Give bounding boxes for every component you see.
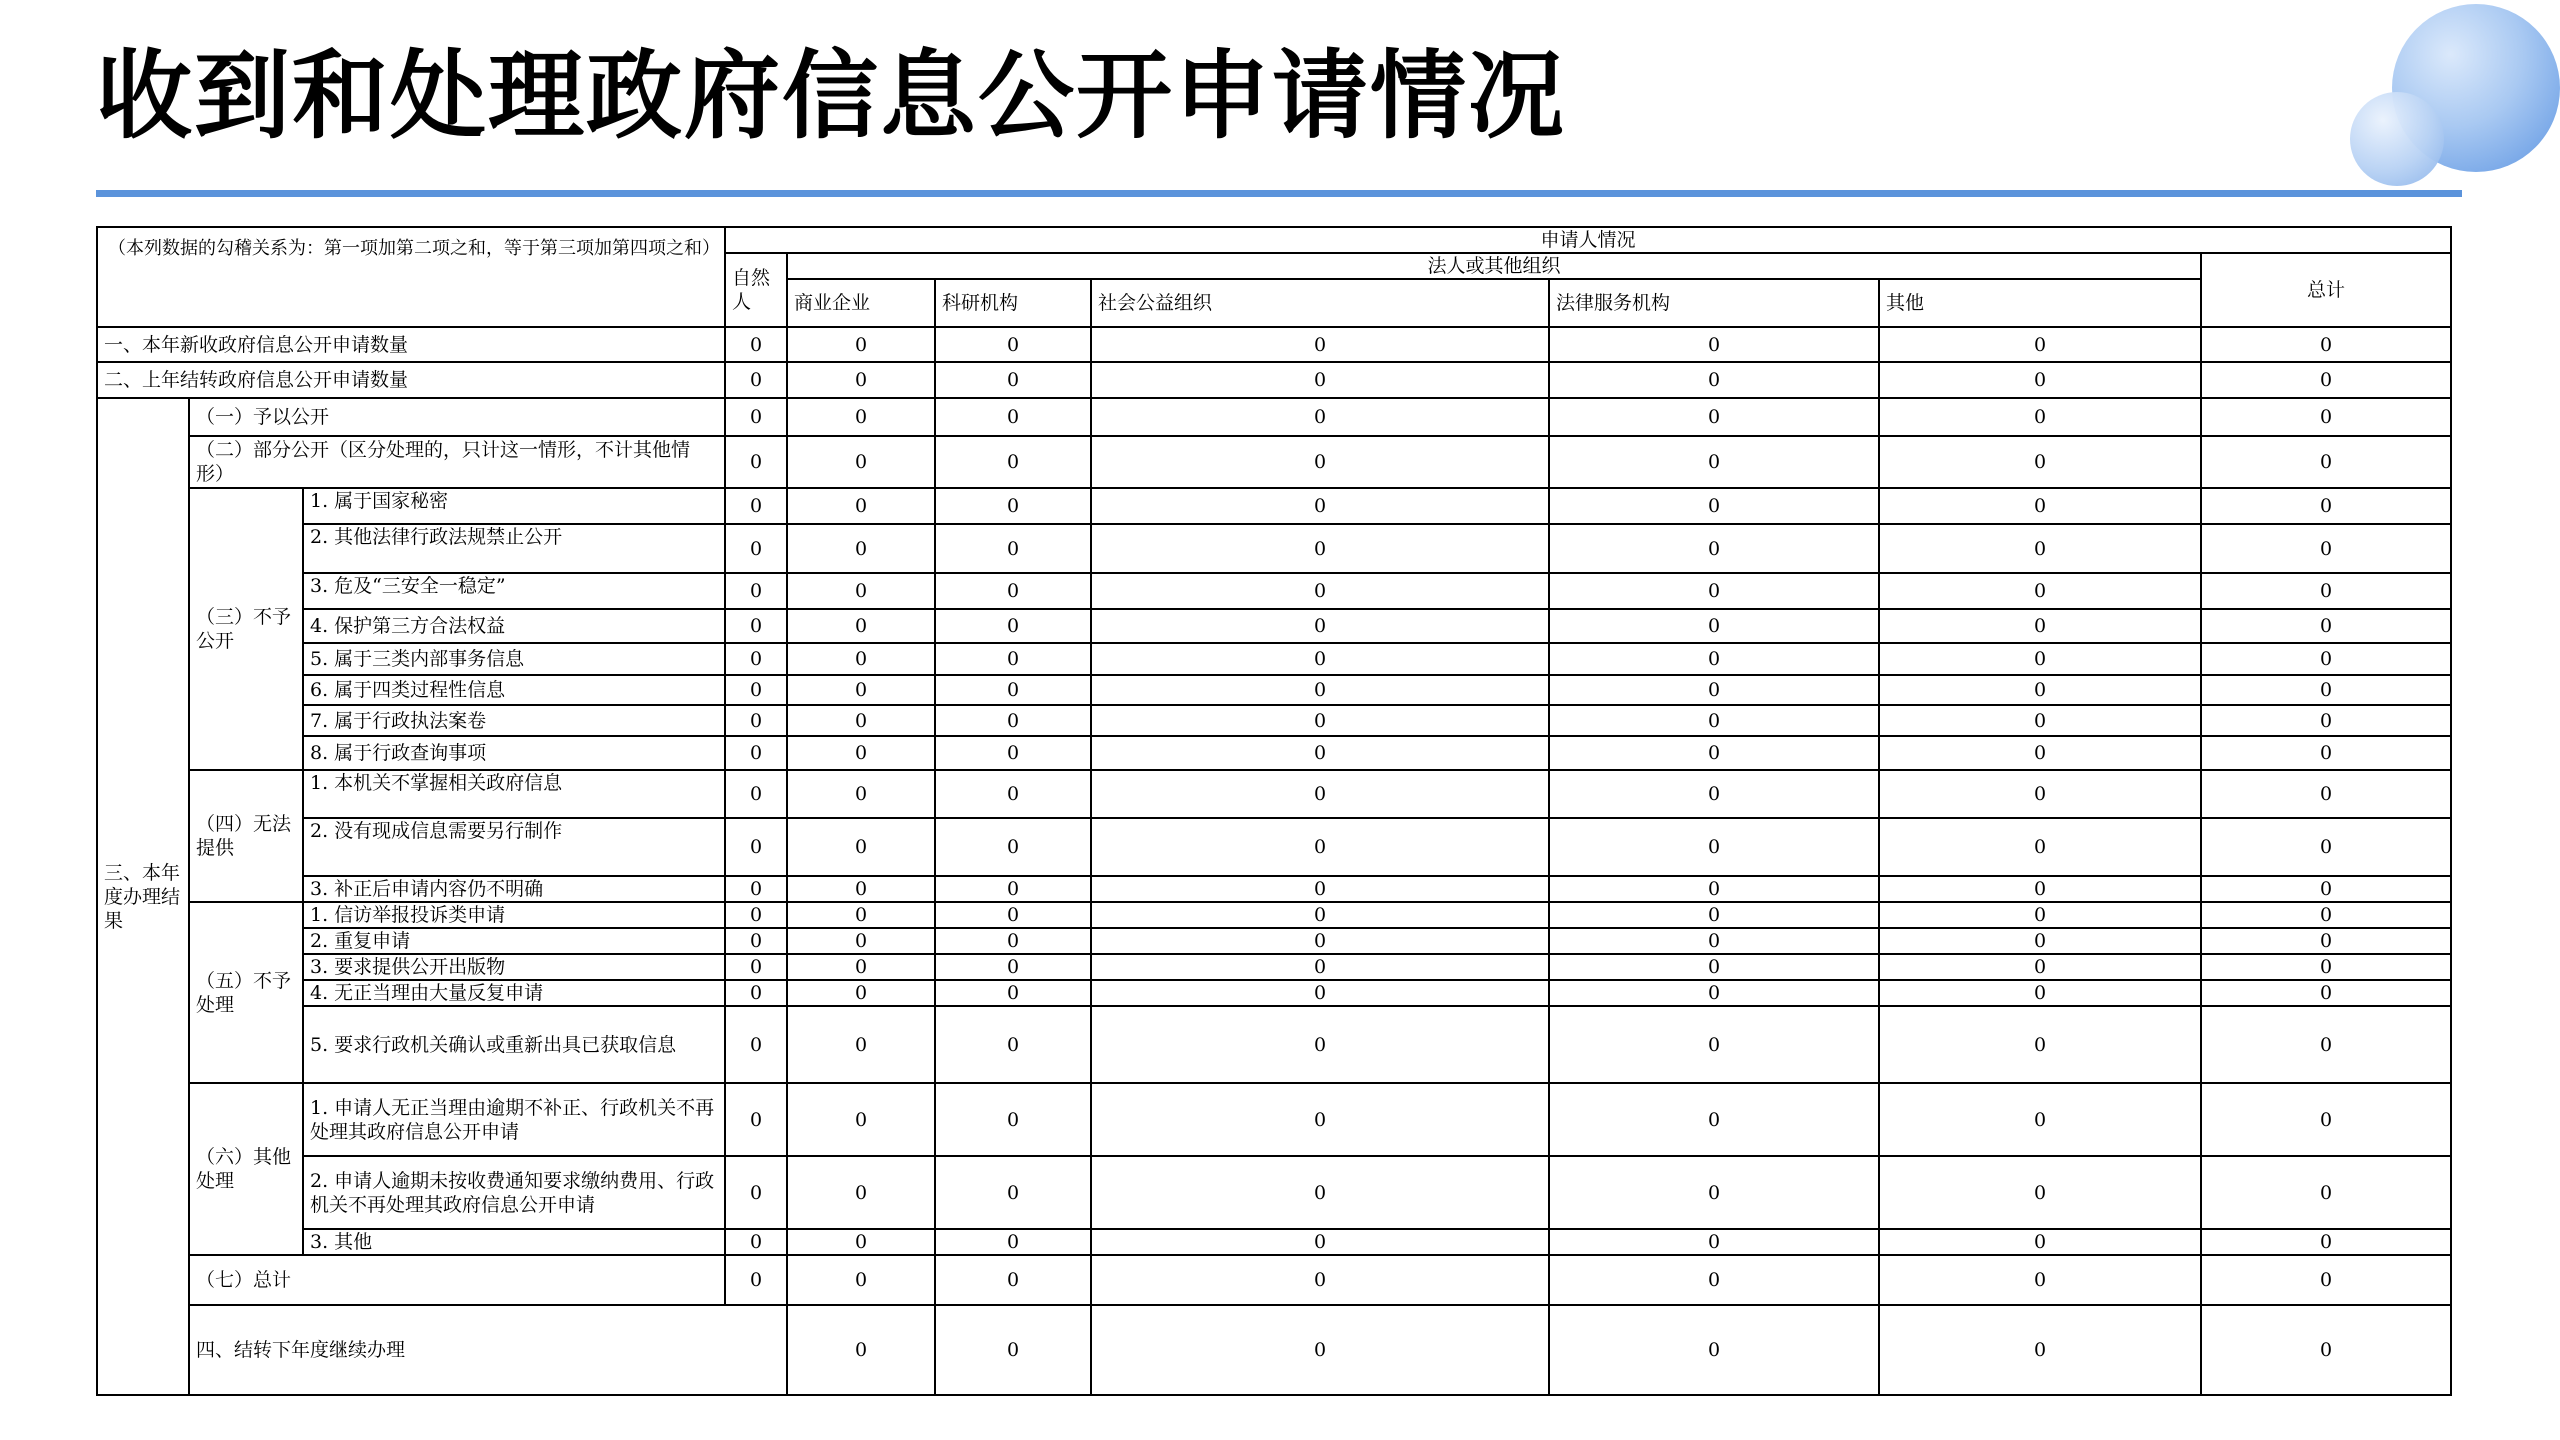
- value-cell: 0: [2201, 609, 2451, 643]
- value-cell: 0: [1091, 770, 1549, 818]
- value-cell: 0: [935, 573, 1091, 609]
- value-cell: 0: [2201, 524, 2451, 573]
- value-cell: 0: [787, 524, 935, 573]
- row-label: 1. 申请人无正当理由逾期不补正、行政机关不再处理其政府信息公开申请: [303, 1083, 725, 1156]
- row-label: 3. 危及“三安全一稳定”: [303, 573, 725, 609]
- value-cell: 0: [2201, 705, 2451, 736]
- value-cell: 0: [1879, 1083, 2201, 1156]
- value-cell: 0: [787, 954, 935, 980]
- row-label: 2. 没有现成信息需要另行制作: [303, 818, 725, 876]
- value-cell: 0: [2201, 876, 2451, 902]
- value-cell: 0: [1549, 1255, 1879, 1305]
- value-cell: 0: [2201, 488, 2451, 524]
- value-cell: 0: [725, 643, 787, 675]
- row-label: 四、结转下年度继续办理: [189, 1305, 787, 1395]
- value-cell: 0: [1091, 524, 1549, 573]
- value-cell: 0: [1549, 675, 1879, 705]
- value-cell: 0: [935, 705, 1091, 736]
- value-cell: 0: [935, 980, 1091, 1006]
- value-cell: 0: [787, 573, 935, 609]
- value-cell: 0: [1091, 818, 1549, 876]
- value-cell: 0: [1879, 573, 2201, 609]
- other-header: 其他: [1879, 279, 2201, 327]
- value-cell: 0: [787, 362, 935, 398]
- value-cell: 0: [935, 609, 1091, 643]
- value-cell: 0: [2201, 1305, 2451, 1395]
- value-cell: 0: [1091, 436, 1549, 488]
- value-cell: 0: [725, 362, 787, 398]
- value-cell: 0: [787, 398, 935, 436]
- value-cell: 0: [2201, 1229, 2451, 1255]
- value-cell: 0: [1091, 980, 1549, 1006]
- value-cell: 0: [725, 436, 787, 488]
- value-cell: 0: [1549, 436, 1879, 488]
- row-label: 4. 无正当理由大量反复申请: [303, 980, 725, 1006]
- row-label: 2. 其他法律行政法规禁止公开: [303, 524, 725, 573]
- value-cell: 0: [1879, 1255, 2201, 1305]
- value-cell: 0: [1879, 1305, 2201, 1395]
- value-cell: 0: [1879, 436, 2201, 488]
- value-cell: 0: [1879, 954, 2201, 980]
- value-cell: 0: [2201, 818, 2451, 876]
- commercial-header: 商业企业: [787, 279, 935, 327]
- row-label: （七）总计: [189, 1255, 725, 1305]
- page-title: 收到和处理政府信息公开申请情况: [96, 40, 1566, 152]
- value-cell: 0: [2201, 736, 2451, 770]
- value-cell: 0: [935, 736, 1091, 770]
- value-cell: 0: [787, 928, 935, 954]
- value-cell: 0: [1091, 362, 1549, 398]
- value-cell: 0: [1091, 643, 1549, 675]
- value-cell: 0: [935, 362, 1091, 398]
- value-cell: 0: [725, 980, 787, 1006]
- value-cell: 0: [725, 524, 787, 573]
- row-label: 1. 属于国家秘密: [303, 488, 725, 524]
- value-cell: 0: [725, 609, 787, 643]
- value-cell: 0: [787, 818, 935, 876]
- value-cell: 0: [2201, 436, 2451, 488]
- row-label: 3. 其他: [303, 1229, 725, 1255]
- value-cell: 0: [935, 876, 1091, 902]
- legal-service-header: 法律服务机构: [1549, 279, 1879, 327]
- value-cell: 0: [935, 643, 1091, 675]
- value-cell: 0: [1091, 675, 1549, 705]
- value-cell: 0: [725, 1083, 787, 1156]
- value-cell: 0: [1549, 327, 1879, 362]
- value-cell: 0: [787, 1255, 935, 1305]
- value-cell: 0: [2201, 928, 2451, 954]
- row-label: 5. 属于三类内部事务信息: [303, 643, 725, 675]
- row-subgroup-label: （三）不予公开: [189, 488, 303, 770]
- value-cell: 0: [1879, 1156, 2201, 1229]
- value-cell: 0: [1879, 705, 2201, 736]
- value-cell: 0: [2201, 980, 2451, 1006]
- row-label: 二、上年结转政府信息公开申请数量: [97, 362, 725, 398]
- value-cell: 0: [1091, 398, 1549, 436]
- row-subgroup-label: （五）不予处理: [189, 902, 303, 1083]
- value-cell: 0: [1879, 488, 2201, 524]
- value-cell: 0: [2201, 675, 2451, 705]
- value-cell: 0: [935, 488, 1091, 524]
- value-cell: 0: [1879, 928, 2201, 954]
- row-label: （一）予以公开: [189, 398, 725, 436]
- value-cell: 0: [1549, 928, 1879, 954]
- value-cell: 0: [1549, 736, 1879, 770]
- value-cell: 0: [787, 436, 935, 488]
- row-label: 7. 属于行政执法案卷: [303, 705, 725, 736]
- value-cell: 0: [1549, 818, 1879, 876]
- total-header: 总计: [2201, 253, 2451, 327]
- value-cell: 0: [1091, 1083, 1549, 1156]
- value-cell: 0: [787, 327, 935, 362]
- value-cell: 0: [1091, 1229, 1549, 1255]
- row-label: 2. 申请人逾期未按收费通知要求缴纳费用、行政机关不再处理其政府信息公开申请: [303, 1156, 725, 1229]
- value-cell: 0: [1879, 398, 2201, 436]
- research-header: 科研机构: [935, 279, 1091, 327]
- value-cell: 0: [1091, 327, 1549, 362]
- value-cell: 0: [725, 954, 787, 980]
- value-cell: 0: [2201, 1156, 2451, 1229]
- row-label: 3. 补正后申请内容仍不明确: [303, 876, 725, 902]
- value-cell: 0: [1879, 524, 2201, 573]
- value-cell: 0: [2201, 902, 2451, 928]
- value-cell: 0: [725, 398, 787, 436]
- value-cell: 0: [787, 675, 935, 705]
- value-cell: 0: [1549, 876, 1879, 902]
- value-cell: 0: [787, 705, 935, 736]
- value-cell: 0: [725, 902, 787, 928]
- value-cell: 0: [1091, 609, 1549, 643]
- value-cell: 0: [725, 928, 787, 954]
- value-cell: 0: [725, 1156, 787, 1229]
- value-cell: 0: [725, 1006, 787, 1083]
- value-cell: 0: [1549, 1156, 1879, 1229]
- row-label: （二）部分公开（区分处理的，只计这一情形，不计其他情形）: [189, 436, 725, 488]
- value-cell: 0: [1091, 902, 1549, 928]
- row-label: 2. 重复申请: [303, 928, 725, 954]
- value-cell: 0: [1091, 928, 1549, 954]
- value-cell: 0: [1091, 1305, 1549, 1395]
- value-cell: 0: [1879, 902, 2201, 928]
- value-cell: 0: [935, 524, 1091, 573]
- value-cell: 0: [1549, 488, 1879, 524]
- row-label: 一、本年新收政府信息公开申请数量: [97, 327, 725, 362]
- row-label: 5. 要求行政机关确认或重新出具已获取信息: [303, 1006, 725, 1083]
- row-group-label: 三、本年度办理结果: [97, 398, 189, 1395]
- value-cell: 0: [787, 609, 935, 643]
- legal-group-header: 法人或其他组织: [787, 253, 2201, 279]
- value-cell: 0: [2201, 362, 2451, 398]
- value-cell: 0: [1879, 362, 2201, 398]
- value-cell: 0: [935, 398, 1091, 436]
- value-cell: 0: [935, 1156, 1091, 1229]
- value-cell: 0: [1091, 1156, 1549, 1229]
- value-cell: 0: [2201, 954, 2451, 980]
- row-label: 3. 要求提供公开出版物: [303, 954, 725, 980]
- value-cell: 0: [1879, 1229, 2201, 1255]
- value-cell: 0: [1549, 954, 1879, 980]
- value-cell: 0: [725, 573, 787, 609]
- value-cell: 0: [1879, 736, 2201, 770]
- value-cell: 0: [787, 1156, 935, 1229]
- value-cell: 0: [2201, 1006, 2451, 1083]
- applicant-header: 申请人情况: [725, 227, 2451, 253]
- application-statistics-table: [96, 226, 2452, 1396]
- row-label: 6. 属于四类过程性信息: [303, 675, 725, 705]
- value-cell: 0: [2201, 643, 2451, 675]
- value-cell: 0: [1549, 609, 1879, 643]
- value-cell: 0: [1879, 876, 2201, 902]
- value-cell: 0: [787, 876, 935, 902]
- value-cell: 0: [1549, 1229, 1879, 1255]
- row-label: 4. 保护第三方合法权益: [303, 609, 725, 643]
- value-cell: 0: [1549, 770, 1879, 818]
- value-cell: 0: [2201, 327, 2451, 362]
- row-subgroup-label: （四）无法提供: [189, 770, 303, 902]
- value-cell: 0: [787, 1083, 935, 1156]
- value-cell: 0: [935, 1006, 1091, 1083]
- value-cell: 0: [725, 736, 787, 770]
- value-cell: 0: [1549, 1083, 1879, 1156]
- value-cell: 0: [725, 327, 787, 362]
- value-cell: 0: [1879, 643, 2201, 675]
- value-cell: 0: [787, 488, 935, 524]
- value-cell: 0: [1549, 524, 1879, 573]
- value-cell: 0: [1879, 980, 2201, 1006]
- value-cell: 0: [1879, 818, 2201, 876]
- value-cell: 0: [725, 770, 787, 818]
- value-cell: 0: [787, 980, 935, 1006]
- value-cell: 0: [935, 902, 1091, 928]
- value-cell: 0: [725, 818, 787, 876]
- value-cell: 0: [725, 876, 787, 902]
- value-cell: 0: [1091, 876, 1549, 902]
- value-cell: 0: [1549, 643, 1879, 675]
- value-cell: 0: [1549, 980, 1879, 1006]
- value-cell: 0: [725, 1229, 787, 1255]
- value-cell: 0: [1091, 1006, 1549, 1083]
- value-cell: 0: [1549, 705, 1879, 736]
- row-label: 8. 属于行政查询事项: [303, 736, 725, 770]
- value-cell: 0: [725, 705, 787, 736]
- value-cell: 0: [1091, 705, 1549, 736]
- value-cell: 0: [1549, 1305, 1879, 1395]
- value-cell: 0: [1091, 488, 1549, 524]
- value-cell: 0: [787, 643, 935, 675]
- value-cell: 0: [2201, 398, 2451, 436]
- value-cell: 0: [1549, 398, 1879, 436]
- value-cell: 0: [2201, 1083, 2451, 1156]
- row-subgroup-label: （六）其他处理: [189, 1083, 303, 1255]
- value-cell: 0: [787, 736, 935, 770]
- value-cell: 0: [1549, 362, 1879, 398]
- value-cell: 0: [787, 770, 935, 818]
- value-cell: 0: [1091, 954, 1549, 980]
- value-cell: 0: [935, 928, 1091, 954]
- value-cell: 0: [1091, 1255, 1549, 1305]
- value-cell: 0: [935, 1255, 1091, 1305]
- value-cell: 0: [1879, 1006, 2201, 1083]
- value-cell: 0: [935, 770, 1091, 818]
- value-cell: 0: [2201, 770, 2451, 818]
- value-cell: 0: [787, 1006, 935, 1083]
- value-cell: 0: [1091, 573, 1549, 609]
- value-cell: 0: [935, 1305, 1091, 1395]
- value-cell: 0: [1879, 327, 2201, 362]
- value-cell: 0: [725, 1255, 787, 1305]
- value-cell: 0: [1549, 573, 1879, 609]
- value-cell: 0: [2201, 573, 2451, 609]
- value-cell: 0: [787, 1229, 935, 1255]
- value-cell: 0: [935, 1083, 1091, 1156]
- value-cell: 0: [1879, 609, 2201, 643]
- table-note: （本列数据的勾稽关系为：第一项加第二项之和，等于第三项加第四项之和）: [97, 227, 725, 327]
- value-cell: 0: [935, 818, 1091, 876]
- value-cell: 0: [725, 488, 787, 524]
- decorative-circle-small: [2350, 92, 2444, 186]
- value-cell: 0: [935, 436, 1091, 488]
- value-cell: 0: [935, 954, 1091, 980]
- row-label: 1. 信访举报投诉类申请: [303, 902, 725, 928]
- value-cell: 0: [725, 675, 787, 705]
- value-cell: 0: [1879, 770, 2201, 818]
- value-cell: 0: [935, 327, 1091, 362]
- value-cell: 0: [935, 1229, 1091, 1255]
- social-welfare-header: 社会公益组织: [1091, 279, 1549, 327]
- value-cell: 0: [1091, 736, 1549, 770]
- value-cell: 0: [1549, 1006, 1879, 1083]
- natural-person-header: 自然人: [725, 253, 787, 327]
- value-cell: 0: [787, 1305, 935, 1395]
- title-underline: [96, 190, 2462, 197]
- row-label: 1. 本机关不掌握相关政府信息: [303, 770, 725, 818]
- value-cell: 0: [787, 902, 935, 928]
- value-cell: 0: [1879, 675, 2201, 705]
- value-cell: 0: [935, 675, 1091, 705]
- value-cell: 0: [1549, 902, 1879, 928]
- value-cell: 0: [2201, 1255, 2451, 1305]
